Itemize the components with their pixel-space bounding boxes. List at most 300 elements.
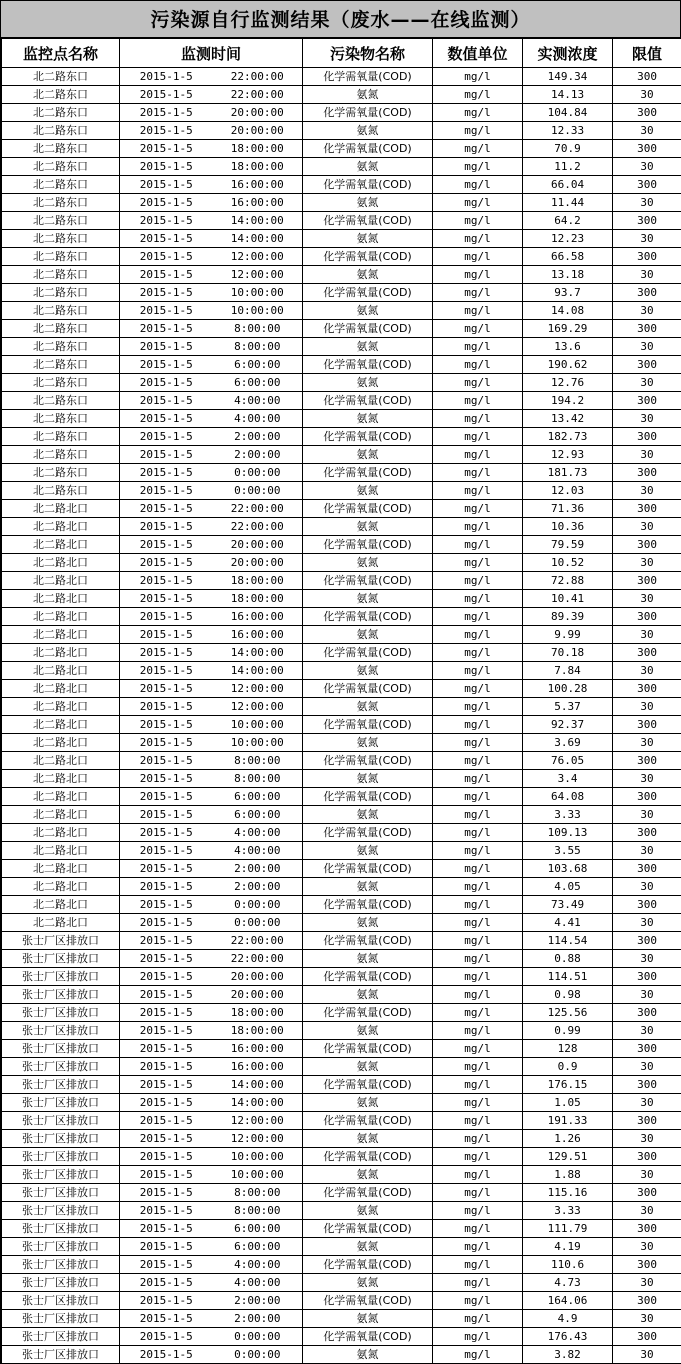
cell-time: 22:00:00	[213, 68, 303, 86]
cell-limit: 30	[613, 986, 681, 1004]
cell-site: 张士厂区排放口	[2, 1292, 120, 1310]
cell-unit: mg/l	[433, 536, 523, 554]
cell-pollutant: 氨氮	[303, 1274, 433, 1292]
table-row	[2, 626, 681, 644]
cell-value: 10.36	[523, 518, 613, 536]
cell-value: 111.79	[523, 1220, 613, 1238]
cell-date: 2015-1-5	[120, 770, 213, 788]
cell-time: 16:00:00	[213, 626, 303, 644]
cell-site: 张士厂区排放口	[2, 986, 120, 1004]
cell-pollutant: 化学需氧量(COD)	[303, 500, 433, 518]
cell-time: 2:00:00	[213, 446, 303, 464]
cell-time: 16:00:00	[213, 1058, 303, 1076]
table-row	[2, 536, 681, 554]
table-row	[2, 1040, 681, 1058]
cell-unit: mg/l	[433, 932, 523, 950]
cell-time: 6:00:00	[213, 806, 303, 824]
table-row	[2, 788, 681, 806]
table-row	[2, 1220, 681, 1238]
cell-site: 北二路北口	[2, 680, 120, 698]
cell-time: 6:00:00	[213, 788, 303, 806]
cell-pollutant: 化学需氧量(COD)	[303, 1220, 433, 1238]
cell-value: 92.37	[523, 716, 613, 734]
table-row	[2, 1328, 681, 1346]
cell-limit: 300	[613, 860, 681, 878]
cell-date: 2015-1-5	[120, 626, 213, 644]
cell-pollutant: 氨氮	[303, 122, 433, 140]
table-row	[2, 68, 681, 86]
cell-unit: mg/l	[433, 608, 523, 626]
cell-limit: 30	[613, 1058, 681, 1076]
cell-limit: 30	[613, 194, 681, 212]
cell-limit: 300	[613, 248, 681, 266]
cell-unit: mg/l	[433, 302, 523, 320]
cell-time: 0:00:00	[213, 482, 303, 500]
cell-unit: mg/l	[433, 1094, 523, 1112]
cell-unit: mg/l	[433, 968, 523, 986]
cell-value: 109.13	[523, 824, 613, 842]
cell-limit: 30	[613, 734, 681, 752]
table-row	[2, 320, 681, 338]
cell-limit: 300	[613, 212, 681, 230]
cell-pollutant: 化学需氧量(COD)	[303, 608, 433, 626]
cell-limit: 30	[613, 374, 681, 392]
table-row	[2, 680, 681, 698]
cell-site: 张士厂区排放口	[2, 1004, 120, 1022]
cell-site: 北二路北口	[2, 824, 120, 842]
cell-pollutant: 化学需氧量(COD)	[303, 824, 433, 842]
cell-date: 2015-1-5	[120, 932, 213, 950]
cell-site: 张士厂区排放口	[2, 1058, 120, 1076]
cell-site: 张士厂区排放口	[2, 1022, 120, 1040]
cell-site: 北二路东口	[2, 302, 120, 320]
cell-site: 张士厂区排放口	[2, 1130, 120, 1148]
cell-site: 张士厂区排放口	[2, 932, 120, 950]
cell-value: 12.76	[523, 374, 613, 392]
cell-time: 18:00:00	[213, 1004, 303, 1022]
cell-site: 北二路东口	[2, 248, 120, 266]
table-row	[2, 1004, 681, 1022]
cell-time: 8:00:00	[213, 1184, 303, 1202]
cell-time: 6:00:00	[213, 1238, 303, 1256]
table-row	[2, 878, 681, 896]
table-row	[2, 1346, 681, 1364]
cell-date: 2015-1-5	[120, 482, 213, 500]
cell-value: 4.73	[523, 1274, 613, 1292]
cell-unit: mg/l	[433, 1130, 523, 1148]
cell-date: 2015-1-5	[120, 248, 213, 266]
cell-pollutant: 化学需氧量(COD)	[303, 1328, 433, 1346]
cell-value: 7.84	[523, 662, 613, 680]
cell-date: 2015-1-5	[120, 1004, 213, 1022]
header-unit: 数值单位	[433, 39, 523, 68]
cell-site: 张士厂区排放口	[2, 1328, 120, 1346]
cell-value: 149.34	[523, 68, 613, 86]
cell-value: 164.06	[523, 1292, 613, 1310]
cell-site: 北二路北口	[2, 770, 120, 788]
cell-date: 2015-1-5	[120, 590, 213, 608]
cell-limit: 300	[613, 932, 681, 950]
cell-pollutant: 化学需氧量(COD)	[303, 680, 433, 698]
cell-value: 176.43	[523, 1328, 613, 1346]
cell-unit: mg/l	[433, 500, 523, 518]
cell-unit: mg/l	[433, 1148, 523, 1166]
table-row	[2, 608, 681, 626]
cell-pollutant: 化学需氧量(COD)	[303, 932, 433, 950]
cell-date: 2015-1-5	[120, 878, 213, 896]
cell-site: 北二路北口	[2, 860, 120, 878]
cell-date: 2015-1-5	[120, 266, 213, 284]
cell-site: 张士厂区排放口	[2, 1310, 120, 1328]
cell-date: 2015-1-5	[120, 698, 213, 716]
cell-time: 20:00:00	[213, 968, 303, 986]
cell-time: 10:00:00	[213, 284, 303, 302]
cell-unit: mg/l	[433, 1112, 523, 1130]
cell-date: 2015-1-5	[120, 68, 213, 86]
table-row	[2, 500, 681, 518]
cell-date: 2015-1-5	[120, 536, 213, 554]
table-row	[2, 248, 681, 266]
cell-time: 18:00:00	[213, 1022, 303, 1040]
cell-unit: mg/l	[433, 140, 523, 158]
cell-pollutant: 化学需氧量(COD)	[303, 1040, 433, 1058]
cell-limit: 30	[613, 1346, 681, 1364]
cell-unit: mg/l	[433, 1022, 523, 1040]
table-row	[2, 482, 681, 500]
cell-pollutant: 氨氮	[303, 446, 433, 464]
cell-unit: mg/l	[433, 194, 523, 212]
cell-value: 10.41	[523, 590, 613, 608]
cell-time: 2:00:00	[213, 1292, 303, 1310]
cell-date: 2015-1-5	[120, 338, 213, 356]
cell-time: 22:00:00	[213, 950, 303, 968]
table-row	[2, 572, 681, 590]
cell-unit: mg/l	[433, 1292, 523, 1310]
cell-site: 北二路东口	[2, 194, 120, 212]
cell-site: 北二路北口	[2, 806, 120, 824]
table-row	[2, 140, 681, 158]
cell-limit: 300	[613, 1184, 681, 1202]
cell-limit: 300	[613, 140, 681, 158]
cell-pollutant: 氨氮	[303, 266, 433, 284]
cell-unit: mg/l	[433, 572, 523, 590]
cell-date: 2015-1-5	[120, 662, 213, 680]
table-row	[2, 1256, 681, 1274]
cell-value: 11.2	[523, 158, 613, 176]
table-row	[2, 860, 681, 878]
cell-pollutant: 化学需氧量(COD)	[303, 788, 433, 806]
cell-pollutant: 氨氮	[303, 1346, 433, 1364]
cell-limit: 30	[613, 626, 681, 644]
cell-pollutant: 化学需氧量(COD)	[303, 1256, 433, 1274]
cell-date: 2015-1-5	[120, 1148, 213, 1166]
cell-pollutant: 化学需氧量(COD)	[303, 1184, 433, 1202]
cell-limit: 30	[613, 1166, 681, 1184]
cell-pollutant: 氨氮	[303, 230, 433, 248]
cell-unit: mg/l	[433, 1076, 523, 1094]
cell-unit: mg/l	[433, 878, 523, 896]
cell-value: 12.23	[523, 230, 613, 248]
cell-limit: 300	[613, 608, 681, 626]
cell-limit: 30	[613, 158, 681, 176]
cell-date: 2015-1-5	[120, 1256, 213, 1274]
cell-date: 2015-1-5	[120, 86, 213, 104]
cell-time: 22:00:00	[213, 932, 303, 950]
cell-pollutant: 氨氮	[303, 518, 433, 536]
cell-limit: 300	[613, 1256, 681, 1274]
cell-pollutant: 氨氮	[303, 842, 433, 860]
cell-limit: 300	[613, 788, 681, 806]
table-row	[2, 1166, 681, 1184]
cell-pollutant: 化学需氧量(COD)	[303, 860, 433, 878]
cell-date: 2015-1-5	[120, 608, 213, 626]
cell-time: 16:00:00	[213, 1040, 303, 1058]
cell-pollutant: 化学需氧量(COD)	[303, 644, 433, 662]
cell-time: 20:00:00	[213, 554, 303, 572]
cell-time: 12:00:00	[213, 680, 303, 698]
cell-value: 110.6	[523, 1256, 613, 1274]
cell-time: 8:00:00	[213, 770, 303, 788]
cell-time: 12:00:00	[213, 248, 303, 266]
cell-date: 2015-1-5	[120, 122, 213, 140]
cell-date: 2015-1-5	[120, 230, 213, 248]
cell-unit: mg/l	[433, 896, 523, 914]
cell-unit: mg/l	[433, 428, 523, 446]
cell-unit: mg/l	[433, 356, 523, 374]
cell-time: 8:00:00	[213, 320, 303, 338]
cell-site: 北二路北口	[2, 626, 120, 644]
cell-site: 北二路东口	[2, 446, 120, 464]
cell-unit: mg/l	[433, 752, 523, 770]
cell-date: 2015-1-5	[120, 1112, 213, 1130]
cell-site: 张士厂区排放口	[2, 1238, 120, 1256]
cell-site: 北二路北口	[2, 914, 120, 932]
cell-date: 2015-1-5	[120, 500, 213, 518]
table-row	[2, 1112, 681, 1130]
table-row	[2, 662, 681, 680]
cell-value: 73.49	[523, 896, 613, 914]
cell-pollutant: 氨氮	[303, 806, 433, 824]
table-row	[2, 464, 681, 482]
cell-unit: mg/l	[433, 158, 523, 176]
table-row	[2, 392, 681, 410]
cell-value: 13.6	[523, 338, 613, 356]
table-row	[2, 986, 681, 1004]
cell-pollutant: 化学需氧量(COD)	[303, 356, 433, 374]
cell-pollutant: 化学需氧量(COD)	[303, 1292, 433, 1310]
cell-pollutant: 化学需氧量(COD)	[303, 1004, 433, 1022]
cell-site: 张士厂区排放口	[2, 1076, 120, 1094]
header-pollutant: 污染物名称	[303, 39, 433, 68]
cell-time: 12:00:00	[213, 1112, 303, 1130]
cell-unit: mg/l	[433, 734, 523, 752]
table-row	[2, 914, 681, 932]
cell-unit: mg/l	[433, 644, 523, 662]
cell-limit: 300	[613, 500, 681, 518]
cell-site: 张士厂区排放口	[2, 950, 120, 968]
cell-date: 2015-1-5	[120, 1076, 213, 1094]
cell-value: 89.39	[523, 608, 613, 626]
cell-pollutant: 氨氮	[303, 734, 433, 752]
table-row	[2, 770, 681, 788]
cell-value: 114.54	[523, 932, 613, 950]
cell-date: 2015-1-5	[120, 1310, 213, 1328]
cell-site: 张士厂区排放口	[2, 968, 120, 986]
cell-site: 张士厂区排放口	[2, 1274, 120, 1292]
cell-time: 10:00:00	[213, 1166, 303, 1184]
cell-pollutant: 化学需氧量(COD)	[303, 68, 433, 86]
cell-value: 70.9	[523, 140, 613, 158]
header-row	[2, 39, 681, 68]
cell-limit: 30	[613, 914, 681, 932]
cell-time: 20:00:00	[213, 986, 303, 1004]
table-row	[2, 284, 681, 302]
table-row	[2, 1022, 681, 1040]
table-row	[2, 410, 681, 428]
cell-site: 张士厂区排放口	[2, 1148, 120, 1166]
table-row	[2, 266, 681, 284]
cell-pollutant: 化学需氧量(COD)	[303, 212, 433, 230]
cell-pollutant: 氨氮	[303, 158, 433, 176]
cell-limit: 300	[613, 1148, 681, 1166]
cell-date: 2015-1-5	[120, 950, 213, 968]
cell-time: 6:00:00	[213, 1220, 303, 1238]
cell-time: 18:00:00	[213, 572, 303, 590]
cell-site: 北二路东口	[2, 176, 120, 194]
cell-value: 93.7	[523, 284, 613, 302]
cell-value: 76.05	[523, 752, 613, 770]
cell-unit: mg/l	[433, 680, 523, 698]
cell-limit: 30	[613, 662, 681, 680]
cell-limit: 30	[613, 338, 681, 356]
cell-time: 10:00:00	[213, 734, 303, 752]
cell-time: 20:00:00	[213, 122, 303, 140]
cell-site: 张士厂区排放口	[2, 1346, 120, 1364]
cell-site: 北二路东口	[2, 428, 120, 446]
table-row	[2, 374, 681, 392]
cell-limit: 300	[613, 1292, 681, 1310]
cell-value: 169.29	[523, 320, 613, 338]
cell-site: 北二路北口	[2, 554, 120, 572]
cell-value: 66.58	[523, 248, 613, 266]
cell-site: 北二路东口	[2, 374, 120, 392]
cell-limit: 30	[613, 1022, 681, 1040]
cell-time: 4:00:00	[213, 824, 303, 842]
header-site: 监控点名称	[2, 39, 120, 68]
cell-limit: 30	[613, 1310, 681, 1328]
cell-date: 2015-1-5	[120, 464, 213, 482]
cell-value: 66.04	[523, 176, 613, 194]
cell-date: 2015-1-5	[120, 1274, 213, 1292]
cell-time: 14:00:00	[213, 644, 303, 662]
cell-time: 12:00:00	[213, 266, 303, 284]
cell-limit: 300	[613, 1112, 681, 1130]
cell-time: 22:00:00	[213, 518, 303, 536]
cell-unit: mg/l	[433, 1310, 523, 1328]
cell-time: 18:00:00	[213, 140, 303, 158]
cell-unit: mg/l	[433, 914, 523, 932]
cell-value: 64.2	[523, 212, 613, 230]
table-row	[2, 1184, 681, 1202]
cell-pollutant: 氨氮	[303, 914, 433, 932]
cell-pollutant: 氨氮	[303, 770, 433, 788]
header-limit: 限值	[613, 39, 681, 68]
cell-pollutant: 化学需氧量(COD)	[303, 1076, 433, 1094]
cell-pollutant: 化学需氧量(COD)	[303, 1112, 433, 1130]
cell-unit: mg/l	[433, 1166, 523, 1184]
cell-limit: 300	[613, 968, 681, 986]
table-row	[2, 446, 681, 464]
cell-time: 6:00:00	[213, 356, 303, 374]
cell-time: 20:00:00	[213, 536, 303, 554]
cell-time: 14:00:00	[213, 1094, 303, 1112]
cell-unit: mg/l	[433, 824, 523, 842]
cell-site: 北二路北口	[2, 698, 120, 716]
cell-unit: mg/l	[433, 1184, 523, 1202]
table-row	[2, 1274, 681, 1292]
cell-pollutant: 化学需氧量(COD)	[303, 428, 433, 446]
cell-site: 北二路东口	[2, 122, 120, 140]
table-row	[2, 950, 681, 968]
cell-limit: 300	[613, 644, 681, 662]
cell-time: 0:00:00	[213, 1328, 303, 1346]
table-row	[2, 698, 681, 716]
cell-time: 14:00:00	[213, 662, 303, 680]
cell-site: 张士厂区排放口	[2, 1202, 120, 1220]
table-row	[2, 338, 681, 356]
table-row	[2, 896, 681, 914]
cell-date: 2015-1-5	[120, 860, 213, 878]
cell-time: 8:00:00	[213, 338, 303, 356]
cell-unit: mg/l	[433, 698, 523, 716]
cell-limit: 300	[613, 680, 681, 698]
table-row	[2, 734, 681, 752]
cell-unit: mg/l	[433, 716, 523, 734]
cell-pollutant: 化学需氧量(COD)	[303, 752, 433, 770]
cell-value: 0.98	[523, 986, 613, 1004]
cell-limit: 300	[613, 536, 681, 554]
cell-site: 北二路东口	[2, 212, 120, 230]
cell-time: 8:00:00	[213, 752, 303, 770]
cell-date: 2015-1-5	[120, 158, 213, 176]
cell-date: 2015-1-5	[120, 842, 213, 860]
cell-site: 北二路北口	[2, 734, 120, 752]
cell-pollutant: 氨氮	[303, 86, 433, 104]
cell-value: 0.9	[523, 1058, 613, 1076]
cell-value: 182.73	[523, 428, 613, 446]
cell-unit: mg/l	[433, 860, 523, 878]
cell-time: 12:00:00	[213, 698, 303, 716]
cell-value: 3.82	[523, 1346, 613, 1364]
cell-value: 13.18	[523, 266, 613, 284]
cell-site: 张士厂区排放口	[2, 1184, 120, 1202]
cell-value: 3.69	[523, 734, 613, 752]
cell-unit: mg/l	[433, 464, 523, 482]
cell-date: 2015-1-5	[120, 194, 213, 212]
cell-unit: mg/l	[433, 446, 523, 464]
cell-site: 北二路东口	[2, 392, 120, 410]
cell-date: 2015-1-5	[120, 284, 213, 302]
table-row	[2, 1292, 681, 1310]
cell-limit: 30	[613, 266, 681, 284]
cell-pollutant: 氨氮	[303, 590, 433, 608]
cell-date: 2015-1-5	[120, 518, 213, 536]
cell-time: 22:00:00	[213, 86, 303, 104]
cell-site: 北二路北口	[2, 878, 120, 896]
cell-date: 2015-1-5	[120, 1346, 213, 1364]
cell-limit: 30	[613, 770, 681, 788]
cell-limit: 30	[613, 950, 681, 968]
